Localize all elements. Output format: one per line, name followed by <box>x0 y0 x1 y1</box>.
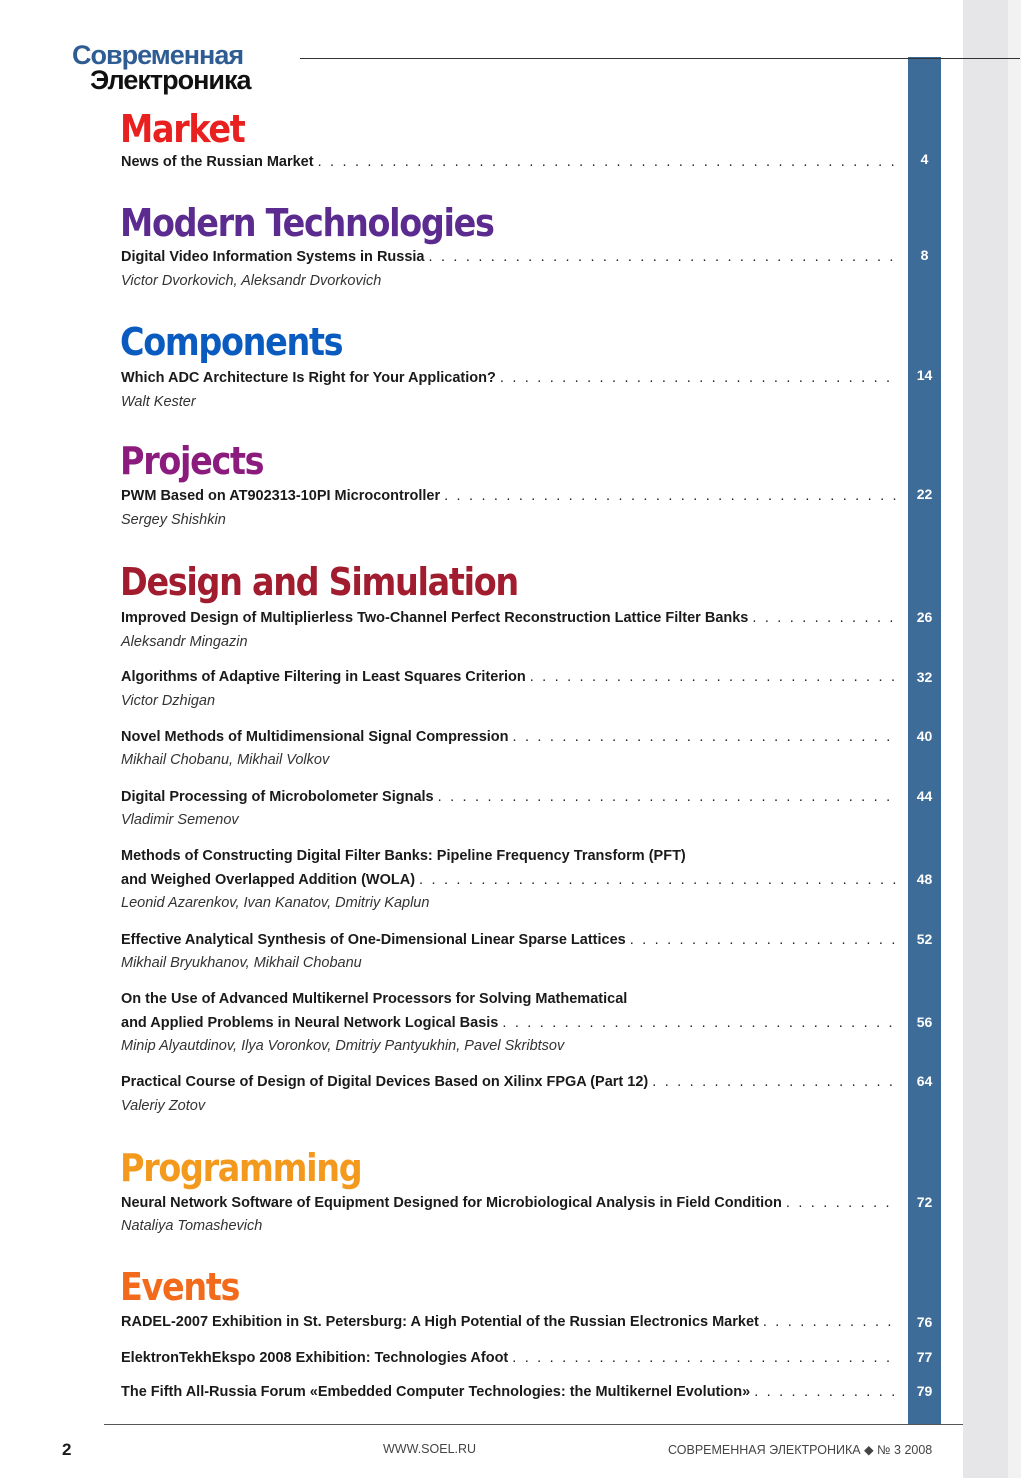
leader-dots <box>318 153 899 171</box>
entry-authors: Victor Dvorkovich, Aleksandr Dvorkovich <box>121 273 382 289</box>
toc-entry[interactable] <box>121 931 899 949</box>
leader-dots <box>786 1194 899 1212</box>
entry-authors: Mikhail Bryukhanov, Mikhail Chobanu <box>121 955 362 971</box>
page-edge-outer <box>1008 0 1021 1478</box>
section-title-projects: Projects <box>120 439 264 483</box>
leader-dots <box>530 668 899 686</box>
toc-entry[interactable] <box>121 668 899 686</box>
header-rule <box>300 58 1020 59</box>
leader-dots <box>754 1383 899 1401</box>
toc-entry[interactable] <box>121 609 899 627</box>
leader-dots <box>500 369 899 387</box>
page-number[interactable]: 76 <box>916 1314 933 1330</box>
page-number[interactable]: 22 <box>916 486 933 502</box>
entry-authors: Mikhail Chobanu, Mikhail Volkov <box>121 752 330 768</box>
page-number[interactable]: 56 <box>916 1014 933 1030</box>
leader-dots <box>502 1014 899 1032</box>
entry-title: and Weighed Overlapped Addition (WOLA) <box>121 872 416 888</box>
leader-dots <box>763 1313 899 1331</box>
entry-title: The Fifth All-Russia Forum «Embedded Computer Technologies: the Multikernel Evolution» <box>121 1384 751 1400</box>
entry-authors: Nataliya Tomashevich <box>121 1218 263 1234</box>
section-title-market: Market <box>120 107 245 151</box>
page-number[interactable]: 8 <box>920 247 929 263</box>
entry-title: News of the Russian Market <box>121 154 314 170</box>
footer-rule <box>104 1424 963 1425</box>
entry-title: PWM Based on AT902313-10PI Microcontroller <box>121 488 441 504</box>
entry-title: Novel Methods of Multidimensional Signal Compression <box>121 729 509 745</box>
page-number[interactable]: 26 <box>916 609 933 625</box>
entry-title: Digital Processing of Microbolometer Signals <box>121 789 434 805</box>
logo-line-1: Современная <box>72 40 244 70</box>
page-number[interactable]: 77 <box>916 1349 933 1365</box>
entry-authors: Sergey Shishkin <box>121 512 226 528</box>
toc-entry[interactable] <box>121 487 899 505</box>
logo-line-2: Электроника <box>90 65 251 95</box>
leader-dots <box>419 871 899 889</box>
leader-dots <box>630 931 899 949</box>
entry-title: Algorithms of Adaptive Filtering in Least Squares Criterion <box>121 669 526 685</box>
leader-dots <box>444 487 899 505</box>
entry-authors: Valeriy Zotov <box>121 1098 206 1114</box>
journal-logo <box>72 42 251 94</box>
entry-title-line-1: On the Use of Advanced Multikernel Processors for Solving Mathematical <box>121 991 628 1007</box>
entry-title: Effective Analytical Synthesis of One-Dimensional Linear Sparse Lattices <box>121 932 626 948</box>
entry-title: Which ADC Architecture Is Right for Your Application? <box>121 370 496 386</box>
leader-dots <box>513 728 899 746</box>
leader-dots <box>512 1349 899 1367</box>
toc-entry[interactable] <box>121 1383 899 1401</box>
toc-entry[interactable] <box>121 847 899 889</box>
page-number[interactable]: 52 <box>916 931 933 947</box>
entry-authors: Vladimir Semenov <box>121 812 239 828</box>
toc-entry[interactable] <box>121 728 899 746</box>
toc-entry[interactable] <box>121 369 899 387</box>
footer-journal-issue: СОВРЕМЕННАЯ ЭЛЕКТРОНИКА ◆ № 3 2008 <box>668 1443 933 1457</box>
toc-entry[interactable] <box>121 153 899 171</box>
page-number[interactable]: 64 <box>916 1073 933 1089</box>
leader-dots <box>752 609 899 627</box>
entry-title: Digital Video Information Systems in Russia <box>121 249 425 265</box>
page-number[interactable]: 79 <box>916 1383 933 1399</box>
entry-title: ElektronTekhEkspo 2008 Exhibition: Technologies Afoot <box>121 1350 509 1366</box>
entry-title: and Applied Problems in Neural Network Logical Basis <box>121 1015 499 1031</box>
page-number[interactable]: 32 <box>916 669 933 685</box>
page-number[interactable]: 44 <box>916 788 933 804</box>
entry-title: Improved Design of Multiplierless Two-Channel Perfect Reconstruction Lattice Filter Banks <box>121 610 749 626</box>
section-title-design-simulation: Design and Simulation <box>120 560 518 604</box>
section-title-programming: Programming <box>120 1146 362 1190</box>
page-number[interactable]: 14 <box>916 367 933 383</box>
entry-title: RADEL-2007 Exhibition in St. Petersburg: A High Potential of the Russian Electronics Market <box>121 1314 759 1330</box>
footer-page-number: 2 <box>62 1440 72 1459</box>
toc-entry[interactable] <box>121 1349 899 1367</box>
toc-entry[interactable] <box>121 990 899 1032</box>
leader-dots <box>438 788 899 806</box>
section-title-components: Components <box>120 320 343 364</box>
entry-authors: Victor Dzhigan <box>121 693 216 709</box>
page-number[interactable]: 4 <box>920 151 929 167</box>
leader-dots <box>429 248 900 266</box>
section-title-modern-technologies: Modern Technologies <box>120 201 494 245</box>
toc-entry[interactable] <box>121 1313 899 1331</box>
footer-website[interactable]: WWW.SOEL.RU <box>383 1442 477 1456</box>
entry-authors: Aleksandr Mingazin <box>121 634 248 650</box>
toc-entry[interactable] <box>121 1073 899 1091</box>
toc-entry[interactable] <box>121 1194 899 1212</box>
entry-title: Practical Course of Design of Digital Devices Based on Xilinx FPGA (Part 12) <box>121 1074 649 1090</box>
page-number[interactable]: 72 <box>916 1194 933 1210</box>
entry-title: Neural Network Software of Equipment Designed for Microbiological Analysis in Field Condition <box>121 1195 782 1211</box>
toc-entry[interactable] <box>121 248 899 266</box>
page-number[interactable]: 40 <box>916 728 933 744</box>
entry-authors: Walt Kester <box>121 394 196 410</box>
page-number[interactable]: 48 <box>916 871 933 887</box>
toc-entry[interactable] <box>121 788 899 806</box>
entry-title-line-1: Methods of Constructing Digital Filter Banks: Pipeline Frequency Transform (PFT) <box>121 848 686 864</box>
section-title-events: Events <box>120 1265 240 1309</box>
entry-authors: Leonid Azarenkov, Ivan Kanatov, Dmitriy Kaplun <box>121 895 430 911</box>
leader-dots <box>652 1073 899 1091</box>
entry-authors: Minip Alyautdinov, Ilya Voronkov, Dmitriy Pantyukhin, Pavel Skribtsov <box>121 1038 565 1054</box>
